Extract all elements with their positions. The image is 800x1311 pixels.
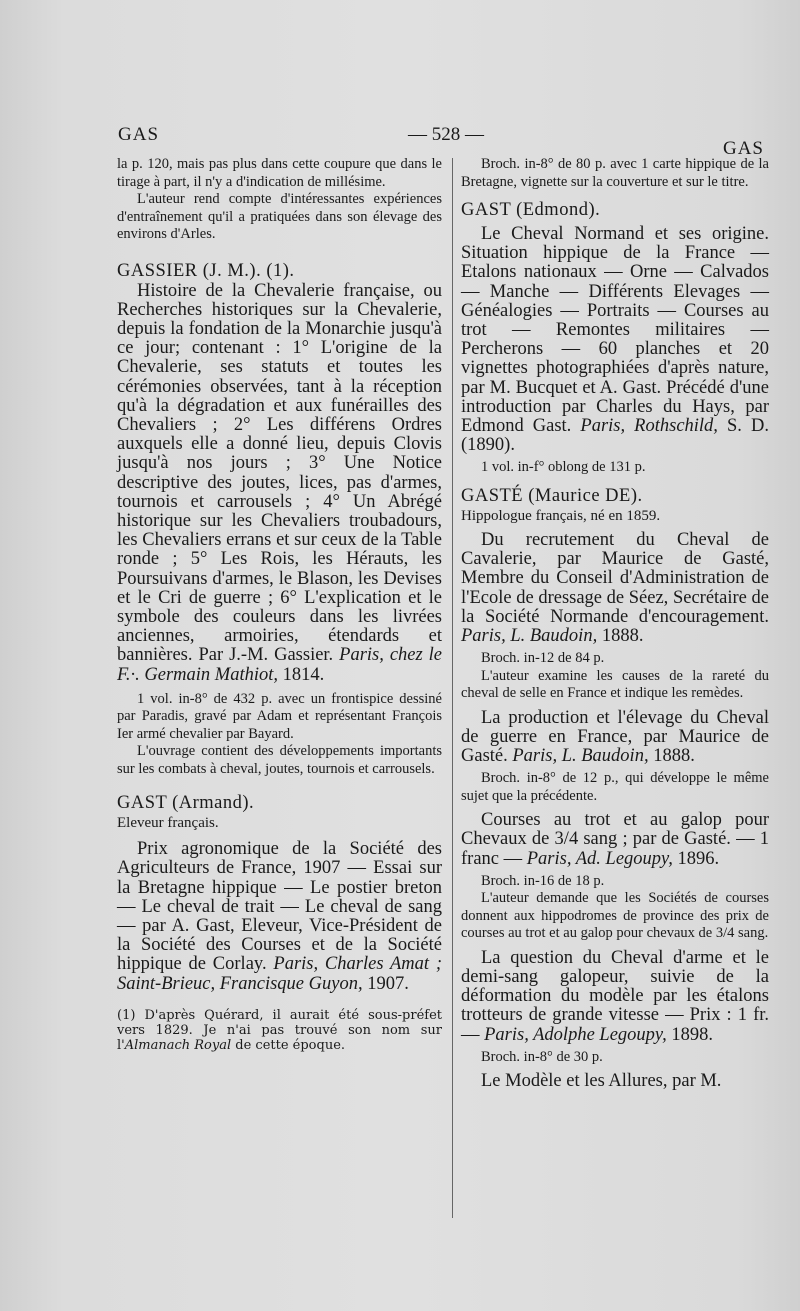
entry-note: L'ouvrage contient des développements importants sur les combats à cheval, joutes, tournois et carrousels. <box>117 743 442 777</box>
entry-body: Histoire de la Chevalerie française, ou Recherches historiques sur la Chevalerie, depuis la fondation de la Monarchie jusqu'à ce jour; contenant : 1° L'origine de la Chevalerie, ses statuts et toutes les cérémonies observées, tant à la réception qu'à la dégradation et aux funérailles des Chevaliers ; 2° Les différens Ordres auxquels elle a donné lieu, depuis Clovis jusqu'à nos jours ; 3° Une Notice descriptive des joutes, lices, pas d'armes, tournois et carrousels ; 4° Un Abrégé historique sur les Chevaliers troubadours, les Chevaliers errans et sur ceux de la Table ronde ; 5° Les Rois, les Hérauts, les Poursuivans d'armes, le Blason, les Devises et le Cri de guerre ; 6° L'explication et le symbole des couleurs dans les livrées anciennes, armoiries, étendards et bannières. Par J.-M. Gassier. <box>117 280 442 666</box>
page-number: — 528 — <box>408 124 484 145</box>
publisher: Paris, L. Baudoin, <box>461 625 598 646</box>
entry-heading-gaste: GASTÉ (Maurice DE). <box>461 485 643 506</box>
header-right: GAS <box>722 138 764 159</box>
paragraph: L'auteur rend compte d'intéressantes expériences d'entraînement qu'il a pratiquées dans son élevage des environs d'Arles. <box>117 191 442 242</box>
entry-body: Le Cheval Normand et ses origine. Situation hippique de la France — Etalons nationaux — Orne — Calvados — Manche — Différents Elevages — Généalogies — Portraits — Courses au trot — Remontes militaires — Percherons — 60 planches et 20 vignettes photographiées d'après nature, par M. Bucquet et A. Gast. Précédé d'une introduction par Charles du Hays, par Edmond Gast. <box>461 224 769 437</box>
footnote <box>117 1008 442 1053</box>
entry-heading-gast-armand: GAST (Armand). <box>117 793 255 814</box>
entry-heading-gassier: GASSIER (J. M.). (1). <box>117 260 295 281</box>
year: 1896. <box>677 848 720 869</box>
footnote-end: de cette époque. <box>231 1037 346 1053</box>
entry-text <box>117 840 442 994</box>
entry-note: 1 vol. in-8° de 432 p. avec un frontispice dessiné par Paradis, gravé par Adam et représentant François Ier armé chevalier par Bayard. <box>117 690 442 742</box>
entry-note: Broch. in-12 de 84 p. <box>481 650 605 667</box>
left-column <box>117 156 442 1053</box>
entry-text <box>117 282 442 685</box>
entry-text <box>461 225 769 455</box>
year: 1888. <box>601 625 644 646</box>
entry-note: Broch. in-16 de 18 p. <box>481 872 605 889</box>
paragraph: la p. 120, mais pas plus dans cette coupure que dans le tirage à part, il n'y a d'indication de millésime. <box>117 156 442 190</box>
year: S. D. (1890). <box>461 416 769 456</box>
publisher: Paris, Charles Amat ; Saint-Brieuc, Francisque Guyon, <box>117 954 443 994</box>
year: 1888. <box>653 746 695 767</box>
entry-text: Le Modèle et les Allures, par M. <box>481 1071 722 1092</box>
right-column <box>461 156 769 1092</box>
publisher: Paris, chez le F.·. Germain Mathiot, <box>117 645 443 685</box>
footnote-italic: Almanach Royal <box>124 1037 232 1053</box>
entry-body: Prix agronomique de la Société des Agriculteurs de France, 1907 — Essai sur la Bretagne hippique — Le postier breton — Le cheval de trait — Le cheval de sang — par A. Gast, Eleveur, Vice-Président de la Société des Courses et de la Société hippique de Corlay. <box>117 839 442 975</box>
publisher: Paris, Ad. Legoupy, <box>526 848 673 869</box>
entry-text <box>461 709 769 767</box>
entry-body: Courses au trot et au galop pour Chevaux de 3/4 sang ; par de Gasté. — 1 franc — <box>461 810 769 869</box>
year: 1898. <box>671 1024 713 1045</box>
entry-body: Du recrutement du Cheval de Cavalerie, par Maurice de Gasté, Membre du Conseil d'Administration de l'Ecole de dressage de Séez, Secrétaire de la Société Normande d'encouragement. <box>461 529 769 627</box>
entry-text <box>461 811 769 869</box>
column-divider <box>452 158 453 1218</box>
entry-note: 1 vol. in-f° oblong de 131 p. <box>481 459 646 476</box>
entry-text <box>461 531 769 646</box>
year: 1907. <box>367 973 409 994</box>
publisher: Paris, Adolphe Legoupy, <box>484 1024 667 1045</box>
entry-subtitle: Hippologue français, né en 1859. <box>461 507 661 524</box>
entry-note: Broch. in-8° de 30 p. <box>481 1048 603 1065</box>
header-left: GAS <box>118 124 160 145</box>
footnote-text: (1) D'après Quérard, il aurait été sous-préfet vers 1829. Je n'ai pas trouvé son nom sur l' <box>117 1007 442 1053</box>
entry-note: Broch. in-8° de 12 p., qui développe le même sujet que la précédente. <box>461 770 769 804</box>
entry-note: L'auteur demande que les Sociétés de courses donnent aux hippodromes de province des prix de courses au trot et au galop pour chevaux de 3/4 sang. <box>461 890 769 942</box>
publisher: Paris, L. Baudoin, <box>512 746 649 767</box>
entry-heading-gast-edmond: GAST (Edmond). <box>461 200 601 220</box>
entry-text <box>461 949 769 1045</box>
entry-body: La question du Cheval d'arme et le demi-sang galopeur, suivie de la déformation du modèle par les étalons trotteurs de grande vitesse — Prix : 1 fr. — <box>461 947 769 1045</box>
entry-subtitle: Eleveur français. <box>117 815 219 832</box>
publisher: Paris, Rothschild, <box>580 416 718 437</box>
entry-body: La production et l'élevage du Cheval de guerre en France, par Maurice de Gasté. <box>461 707 769 767</box>
entry-note: L'auteur examine les causes de la rareté du cheval de selle en France et indique les remèdes. <box>461 667 769 702</box>
year: 1814. <box>282 664 325 685</box>
entry-note: Broch. in-8° de 80 p. avec 1 carte hippique de la Bretagne, vignette sur la couverture et sur le titre. <box>461 156 769 190</box>
